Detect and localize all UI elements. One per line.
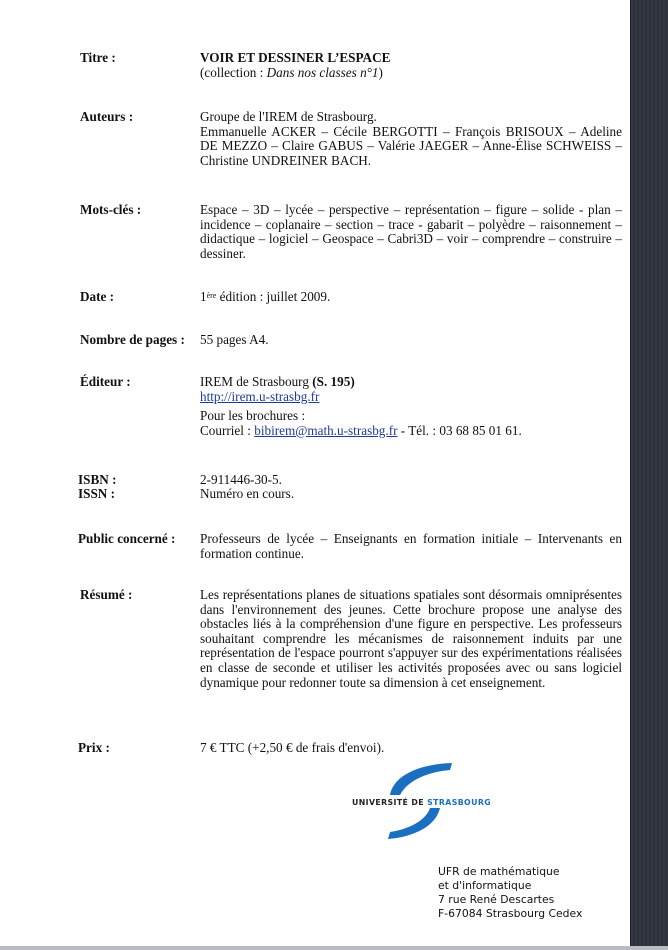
- email-link[interactable]: bibirem@math.u-strasbg.fr: [254, 422, 398, 438]
- mots-cles-label: Mots-clés :: [80, 202, 142, 217]
- nombre-pages-label: Nombre de pages :: [80, 332, 185, 347]
- address-line: et d'informatique: [438, 879, 532, 892]
- authors-group: Groupe de l'IREM de Strasbourg.: [200, 109, 377, 124]
- address-line: UFR de mathématique: [438, 865, 560, 878]
- resume-label: Résumé :: [80, 587, 133, 602]
- collection-line: (collection : Dans nos classes n°1): [200, 64, 383, 80]
- prix-value: 7 € TTC (+2,50 € de frais d'envoi).: [200, 740, 385, 755]
- nombre-pages-value: 55 pages A4.: [200, 332, 269, 347]
- date-value: 1ère édition : juillet 2009.: [200, 289, 331, 304]
- brochures-label: Pour les brochures :: [200, 408, 306, 424]
- isbn-label: ISBN :: [78, 472, 117, 487]
- auteurs-label: Auteurs :: [80, 109, 134, 124]
- address-line: F-67084 Strasbourg Cedex: [438, 907, 583, 920]
- prix-label: Prix :: [78, 740, 110, 755]
- address-line: 7 rue René Descartes: [438, 893, 555, 906]
- collection-name: Dans nos classes n°1: [266, 64, 379, 80]
- authors-names: Emmanuelle ACKER – Cécile BERGOTTI – François BRISOUX – Adeline DE MEZZO – Claire GABUS – Valérie JAEGER – Anne-Élise SCHWEISS – Christine UNDREINER BACH.: [200, 123, 622, 168]
- bottom-edge: [0, 946, 668, 950]
- isbn-value: 2-911446-30-5.: [200, 472, 282, 487]
- titre-label: Titre :: [80, 50, 116, 65]
- binding-spine: [630, 0, 668, 950]
- contact-line: Courriel : bibirem@math.u-strasbg.fr - Tél. : 03 68 85 01 61.: [200, 422, 522, 438]
- address-block: [438, 865, 582, 921]
- phone: - Tél. : 03 68 85 01 61.: [397, 422, 522, 438]
- keywords: Espace – 3D – lycée – perspective – représentation – figure – solide - plan – incidence – coplanaire – section – trace - gabarit – polyèdre – raisonnement – didactique – logiciel – Geospace – Cabri3D – voir – comprendre – construire – dessiner.: [200, 202, 622, 261]
- date-label: Date :: [80, 289, 115, 304]
- universite-strasbourg-logo: [352, 762, 502, 840]
- public-value: Professeurs de lycée – Enseignants en formation initiale – Intervenants en formation continue.: [200, 531, 622, 561]
- public-label: Public concerné :: [78, 531, 176, 546]
- resume-text: Les représentations planes de situations spatiales sont désormais omniprésentes dans l'environnement des jeunes. Cette brochure propose une analyse des obstacles liés à la compréhension d'une figure en perspective. Les professeurs souhaitant comprendre les mécanismes de raisonnement induits par une représentation de l'espace pourront s'appuyer sur des expérimentations réalisées en classe de seconde et utiliser les activités proposées avec ou sans logiciel dynamique pour redonner toute sa dimension à cet enseignement.: [200, 587, 622, 690]
- publisher-code: (S. 195): [312, 374, 355, 389]
- issn-value: Numéro en cours.: [200, 486, 295, 501]
- editeur-label: Éditeur :: [80, 374, 131, 389]
- publisher-url-link[interactable]: http://irem.u-strasbg.fr: [200, 388, 320, 404]
- publisher-name: IREM de Strasbourg (S. 195): [200, 374, 355, 389]
- book-title: VOIR ET DESSINER L’ESPACE: [200, 50, 391, 65]
- issn-label: ISSN :: [78, 486, 116, 501]
- logo-text: UNIVERSITÉ DE STRASBOURG: [352, 798, 492, 807]
